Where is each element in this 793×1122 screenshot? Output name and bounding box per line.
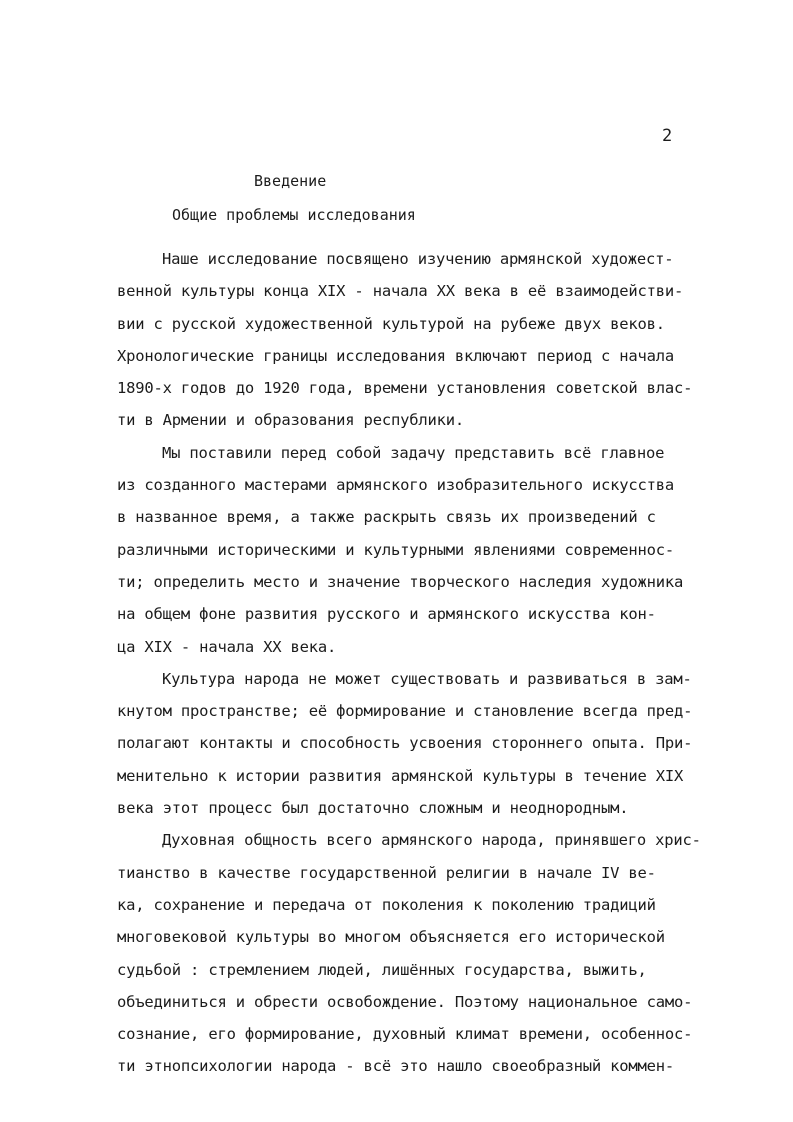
page-title: Введение	[254, 172, 327, 190]
text-line: полагают контакты и способность усвоения стороннего опыта. При-	[117, 734, 693, 753]
page-number: 2	[662, 126, 673, 146]
text-line: различными историческими и культурными явлениями современнос-	[117, 540, 675, 559]
text-line: в названное время, а также раскрыть связь их произведений с	[117, 508, 656, 527]
body-text	[117, 243, 742, 1083]
text-line: Мы поставили перед собой задачу представить всё главное	[162, 443, 665, 462]
text-line: многовековой культуры во многом объясняется его исторической	[117, 928, 665, 947]
text-line: века этот процесс был достаточно сложным и неоднородным.	[117, 799, 629, 818]
text-line: ти в Армении и образования республики.	[117, 411, 465, 430]
text-line: ца XIX - начала XX века.	[117, 637, 337, 656]
text-line: тианство в качестве государственной религии в начале IV ве-	[117, 863, 656, 882]
text-line: 1890-х годов до 1920 года, времени установления советской влас-	[117, 379, 693, 398]
text-line: Духовная общность всего армянского народа, принявшего хрис-	[162, 831, 701, 850]
text-line: Хронологические границы исследования включают период с начала	[117, 346, 675, 365]
text-line: Культура народа не может существовать и развиваться в зам-	[162, 669, 692, 688]
text-line: ти этнопсихологии народа - всё это нашло своеобразный коммен-	[117, 1057, 675, 1076]
section-subtitle: Общие проблемы исследования	[172, 206, 416, 224]
text-line: Наше исследование посвящено изучению армянской художест-	[162, 250, 674, 268]
text-line: на общем фоне развития русского и армянского искусства кон-	[117, 605, 656, 624]
text-line: объединиться и обрести освобождение. Поэтому национальное само-	[117, 992, 693, 1011]
text-line: сознание, его формирование, духовный климат времени, особеннос-	[117, 1025, 693, 1044]
text-line: ка, сохранение и передача от поколения к поколению традиций	[117, 895, 656, 914]
text-line: ти; определить место и значение творческого наследия художника	[117, 572, 684, 591]
text-line: венной культуры конца XIX - начала XX века в её взаимодействи-	[117, 282, 684, 301]
text-line: вии с русской художественной культурой на рубеже двух веков.	[117, 314, 665, 333]
text-line: менительно к истории развития армянской культуры в течение XIX	[117, 766, 684, 785]
text-line: кнутом пространстве; её формирование и становление всегда пред-	[117, 702, 693, 721]
text-line: из созданного мастерами армянского изобразительного искусства	[117, 476, 675, 495]
text-line: судьбой : стремлением людей, лишённых государства, выжить,	[117, 960, 647, 979]
